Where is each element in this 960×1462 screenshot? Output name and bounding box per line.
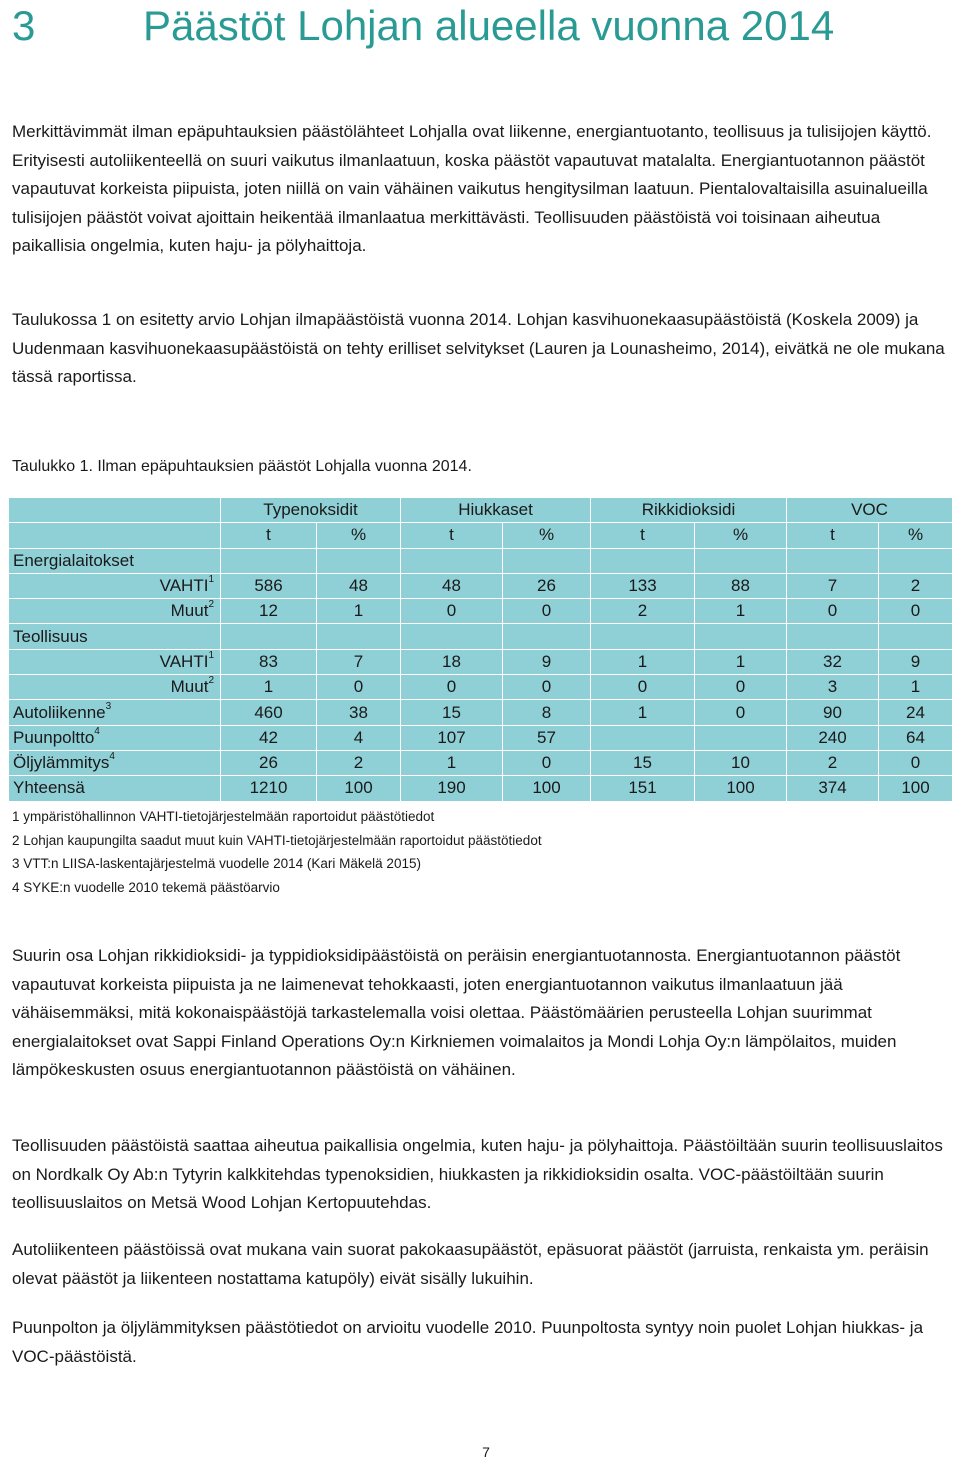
page-number: 7 [482, 1444, 490, 1460]
row-label: Energialaitokset [13, 550, 134, 570]
footnote-marker: 2 [208, 675, 214, 687]
value-cell: 0 [591, 675, 695, 700]
value-cell: 64 [879, 725, 953, 750]
value-cell: 18 [401, 649, 503, 674]
row-label-cell [9, 725, 221, 750]
table-unit-header-row [9, 523, 953, 548]
value-cell: 48 [317, 573, 401, 598]
value-cell: 460 [221, 700, 317, 725]
section-title: Päästöt Lohjan alueella vuonna 2014 [143, 2, 835, 49]
value-cell: 4 [317, 725, 401, 750]
value-cell: 1 [317, 599, 401, 624]
footnote-marker: 3 [105, 700, 112, 712]
value-cell: 2 [317, 750, 401, 775]
table-row [9, 548, 953, 573]
table-row [9, 573, 953, 598]
section-heading [12, 2, 834, 50]
value-cell [787, 624, 879, 649]
section-number: 3 [12, 2, 36, 49]
value-cell: 151 [591, 776, 695, 801]
value-cell: 48 [401, 573, 503, 598]
energy-paragraph: Suurin osa Lohjan rikkidioksidi- ja typpidioksidipäästöistä on peräisin energiantuotannosta. Energiantuotannon päästöt vapautuvat korkeista piipuista ja ne laimenevat tehokkaasti, joten energiantuotannon vaikutus ilmanlaatuun jää vähäisemmäksi, mitä kokonaispäästöjä tarkastelemalla voisi olettaa. Päästömäärien perusteella Lohjan suurimmat energialaitokset ovat Sappi Finland Operations Oy:n Kirkniemen voimalaitos ja Mondi Lohja Oy:n lämpölaitos, muiden lämpökeskusten osuus energiantuotannon päästöistä on vähäinen. [12, 946, 901, 1079]
value-cell: 0 [695, 675, 787, 700]
value-cell: 133 [591, 573, 695, 598]
footnote: 2 Lohjan kaupungilta saadut muut kuin VAHTI-tietojärjestelmään raportoidut päästötiedot [12, 832, 542, 848]
footnote: 1 ympäristöhallinnon VAHTI-tietojärjestelmään raportoidut päästötiedot [12, 809, 435, 824]
value-cell: 100 [879, 776, 953, 801]
value-cell [503, 548, 591, 573]
row-label-cell [9, 750, 221, 775]
value-cell [879, 548, 953, 573]
value-cell: 26 [221, 750, 317, 775]
value-cell [401, 548, 503, 573]
value-cell: 0 [503, 599, 591, 624]
table-row [9, 599, 953, 624]
value-cell [787, 548, 879, 573]
value-cell: 9 [879, 649, 953, 674]
value-cell [591, 725, 695, 750]
value-cell: 100 [503, 776, 591, 801]
group-header: Hiukkaset [401, 498, 591, 523]
row-label-cell [9, 573, 221, 598]
value-cell [695, 725, 787, 750]
value-cell: 24 [879, 700, 953, 725]
traffic-paragraph: Autoliikenteen päästöissä ovat mukana vain suorat pakokaasupäästöt, epäsuorat päästöt (jarruista, renkaista ym. peräisin olevat päästöt ja liikenteen nostattama katupöly) eivät sisälly lukuihin. [12, 1240, 929, 1288]
value-cell [401, 624, 503, 649]
row-label: Muut [170, 601, 209, 621]
value-cell [695, 624, 787, 649]
row-label-cell [9, 624, 221, 649]
value-cell: 12 [221, 599, 317, 624]
value-cell: 1210 [221, 776, 317, 801]
table-row [9, 675, 953, 700]
value-cell [591, 548, 695, 573]
value-cell: 374 [787, 776, 879, 801]
value-cell: 0 [503, 675, 591, 700]
value-cell: 38 [317, 700, 401, 725]
value-cell: 8 [503, 700, 591, 725]
table-row [9, 624, 953, 649]
unit-header: t [221, 523, 317, 548]
value-cell: 0 [787, 599, 879, 624]
row-label-cell [9, 649, 221, 674]
value-cell [317, 548, 401, 573]
footnote: 3 VTT:n LIISA-laskentajärjestelmä vuodelle 2014 (Kari Mäkelä 2015) [12, 856, 421, 871]
value-cell: 0 [317, 675, 401, 700]
row-label-cell [9, 599, 221, 624]
wood-burning-paragraph: Puunpolton ja öljylämmityksen päästötiedot on arvioitu vuodelle 2010. Puunpoltosta syntyy noin puolet Lohjan hiukkas- ja VOC-päästöistä. [12, 1318, 924, 1366]
value-cell: 2 [591, 599, 695, 624]
value-cell: 88 [695, 573, 787, 598]
row-label: VAHTI [159, 576, 209, 596]
value-cell [695, 548, 787, 573]
value-cell: 1 [879, 675, 953, 700]
value-cell: 57 [503, 725, 591, 750]
table-group-header-row [9, 498, 953, 523]
value-cell: 15 [591, 750, 695, 775]
value-cell: 9 [503, 649, 591, 674]
row-label-cell [9, 776, 221, 801]
unit-header: % [503, 523, 591, 548]
value-cell: 1 [401, 750, 503, 775]
value-cell: 0 [879, 750, 953, 775]
table-caption: Taulukko 1. Ilman epäpuhtauksien päästöt Lohjalla vuonna 2014. [12, 458, 472, 475]
table-row [9, 700, 953, 725]
value-cell: 26 [503, 573, 591, 598]
row-label-cell [9, 548, 221, 573]
table-row [9, 776, 953, 801]
value-cell: 90 [787, 700, 879, 725]
value-cell [221, 548, 317, 573]
emissions-table [8, 497, 953, 802]
value-cell: 0 [695, 700, 787, 725]
row-label: Puunpoltto [13, 727, 95, 747]
value-cell: 100 [317, 776, 401, 801]
row-label: Autoliikenne [13, 702, 106, 722]
value-cell: 7 [317, 649, 401, 674]
table-row [9, 725, 953, 750]
unit-header: t [787, 523, 879, 548]
row-label-cell [9, 675, 221, 700]
footnote-marker: 2 [208, 599, 214, 611]
row-label: Yhteensä [13, 778, 85, 798]
value-cell: 83 [221, 649, 317, 674]
unit-header: % [879, 523, 953, 548]
value-cell: 107 [401, 725, 503, 750]
footnote-marker: 4 [94, 725, 100, 737]
row-label: VAHTI [159, 651, 209, 671]
value-cell: 0 [401, 675, 503, 700]
value-cell: 2 [787, 750, 879, 775]
value-cell: 1 [695, 599, 787, 624]
group-header: Typenoksidit [221, 498, 401, 523]
value-cell [317, 624, 401, 649]
value-cell [503, 624, 591, 649]
row-label: Öljylämmitys [13, 753, 110, 773]
row-label-cell [9, 700, 221, 725]
table-row [9, 649, 953, 674]
intro-paragraph: Merkittävimmät ilman epäpuhtauksien päästölähteet Lohjalla ovat liikenne, energiantuotanto, teollisuus ja tulisijojen käyttö. Erityisesti autoliikenteellä on suuri vaikutus ilmanlaatuun, koska päästöt vapautuvat matalalta. Energiantuotannon päästöt vapautuvat korkeista piipuista, joten niillä on vain vähäinen vaikutus hengitysilman laatuun. Pientalovaltaisilla asuinalueilla tulisijojen päästöt voivat ajoittain heikentää ilmanlaatua merkittävästi. Teollisuuden päästöistä voi toisinaan aiheutua paikallisia ongelmia, kuten haju- ja pölyhaittoja. [12, 122, 932, 255]
table-footnotes [12, 805, 542, 899]
value-cell: 32 [787, 649, 879, 674]
value-cell: 1 [591, 649, 695, 674]
footnote-marker: 1 [208, 649, 214, 661]
value-cell: 1 [221, 675, 317, 700]
unit-header: t [591, 523, 695, 548]
value-cell: 240 [787, 725, 879, 750]
value-cell [591, 624, 695, 649]
unit-header: t [401, 523, 503, 548]
value-cell: 190 [401, 776, 503, 801]
value-cell: 3 [787, 675, 879, 700]
industry-paragraph: Teollisuuden päästöistä saattaa aiheutua paikallisia ongelmia, kuten haju- ja pölyhaittoja. Päästöiltään suurin teollisuuslaitos on Nordkalk Oy Ab:n Tytyrin kalkkitehdas typenoksidien, hiukkasten ja rikkidioksidin osalta. VOC-päästöiltään suurin teollisuuslaitos on Metsä Wood Lohjan Kertopuutehdas. [12, 1136, 943, 1212]
footnote-marker: 1 [208, 574, 214, 586]
footnote: 4 SYKE:n vuodelle 2010 tekemä päästöarvio [12, 879, 280, 895]
table-reference-paragraph: Taulukossa 1 on esitetty arvio Lohjan ilmapäästöistä vuonna 2014. Lohjan kasvihuonekaasupäästöistä (Koskela 2009) ja Uudenmaan kasvihuonekaasupäästöistä on tehty erilliset selvitykset (Lauren ja Lounasheimo, 2014), eivätkä ne ole mukana tässä raportissa. [12, 310, 945, 386]
value-cell: 1 [695, 649, 787, 674]
value-cell: 1 [591, 700, 695, 725]
value-cell: 0 [879, 599, 953, 624]
unit-header: % [317, 523, 401, 548]
value-cell: 0 [401, 599, 503, 624]
value-cell: 10 [695, 750, 787, 775]
group-header: VOC [787, 498, 953, 523]
row-label: Muut [170, 677, 209, 697]
row-label: Teollisuus [13, 626, 88, 646]
footnote-marker: 4 [109, 751, 115, 763]
value-cell: 100 [695, 776, 787, 801]
value-cell [879, 624, 953, 649]
value-cell: 42 [221, 725, 317, 750]
group-header: Rikkidioksidi [591, 498, 787, 523]
value-cell: 0 [503, 750, 591, 775]
value-cell: 2 [879, 573, 953, 598]
value-cell: 7 [787, 573, 879, 598]
value-cell [221, 624, 317, 649]
value-cell: 586 [221, 573, 317, 598]
unit-header: % [695, 523, 787, 548]
table-row [9, 750, 953, 775]
value-cell: 15 [401, 700, 503, 725]
